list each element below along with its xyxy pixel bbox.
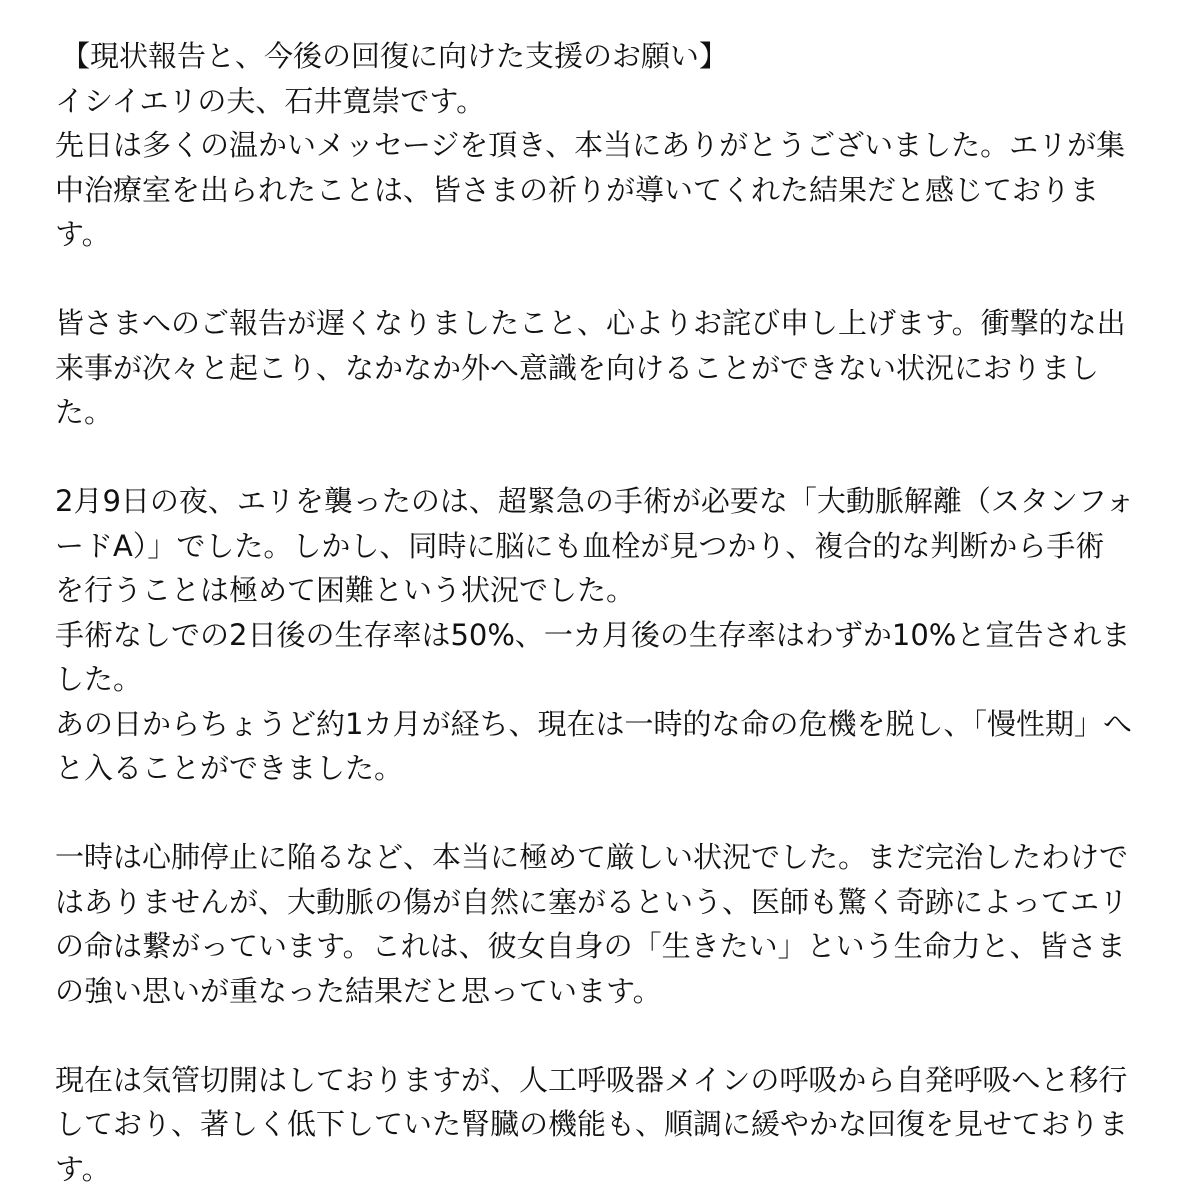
text-line: 来事が次々と起こり、なかなか外へ意識を向けることができない状況におりまし — [55, 346, 1185, 391]
paragraph-spacer — [55, 791, 1185, 836]
text-line: はありませんが、大動脈の傷が自然に塞がるという、医師も驚く奇跡によってエリ — [55, 880, 1185, 925]
text-line: す。 — [55, 212, 1185, 257]
paragraph-recovery — [55, 1058, 1185, 1191]
text-line: の命は繋がっています。これは、彼女自身の「生きたい」という生命力と、皆さま — [55, 924, 1185, 969]
paragraph-spacer — [55, 257, 1185, 302]
text-line: しており、著しく低下していた腎臓の機能も、順調に緩やかな回復を見せておりま — [55, 1102, 1185, 1147]
text-line: イシイエリの夫、石井寛崇です。 — [55, 79, 1185, 124]
paragraph-intro — [55, 79, 1185, 257]
document-body — [55, 34, 1185, 1191]
paragraph-apology — [55, 301, 1185, 435]
paragraph-condition — [55, 835, 1185, 1013]
text-line: す。 — [55, 1147, 1185, 1191]
text-line: 中治療室を出られたことは、皆さまの祈りが導いてくれた結果だと感じておりま — [55, 168, 1185, 213]
text-line: 皆さまへのご報告が遅くなりましたこと、心よりお詫び申し上げます。衝撃的な出 — [55, 301, 1185, 346]
paragraph-spacer — [55, 435, 1185, 480]
text-line: と入ることができました。 — [55, 746, 1185, 791]
text-line: あの日からちょうど約1カ月が経ち、現在は一時的な命の危機を脱し、「慢性期」へ — [55, 702, 1185, 747]
text-line: の強い思いが重なった結果だと思っています。 — [55, 969, 1185, 1014]
text-line: 先日は多くの温かいメッセージを頂き、本当にありがとうございました。エリが集 — [55, 123, 1185, 168]
paragraph-diagnosis — [55, 479, 1185, 791]
text-line: 手術なしでの2日後の生存率は50%、一カ月後の生存率はわずか10%と宣告されま — [55, 613, 1185, 658]
paragraph-spacer — [55, 1013, 1185, 1058]
text-line: 一時は心肺停止に陥るなど、本当に極めて厳しい状況でした。まだ完治したわけで — [55, 835, 1185, 880]
document-title: 【現状報告と、今後の回復に向けた支援のお願い】 — [55, 34, 1185, 79]
text-line: 2月9日の夜、エリを襲ったのは、超緊急の手術が必要な「大動脈解離（スタンフォ — [55, 479, 1185, 524]
text-line: を行うことは極めて困難という状況でした。 — [55, 568, 1185, 613]
text-line: 現在は気管切開はしておりますが、人工呼吸器メインの呼吸から自発呼吸へと移行 — [55, 1058, 1185, 1103]
text-line: ードA）」でした。しかし、同時に脳にも血栓が見つかり、複合的な判断から手術 — [55, 524, 1185, 569]
text-line: た。 — [55, 390, 1185, 435]
text-line: した。 — [55, 657, 1185, 702]
